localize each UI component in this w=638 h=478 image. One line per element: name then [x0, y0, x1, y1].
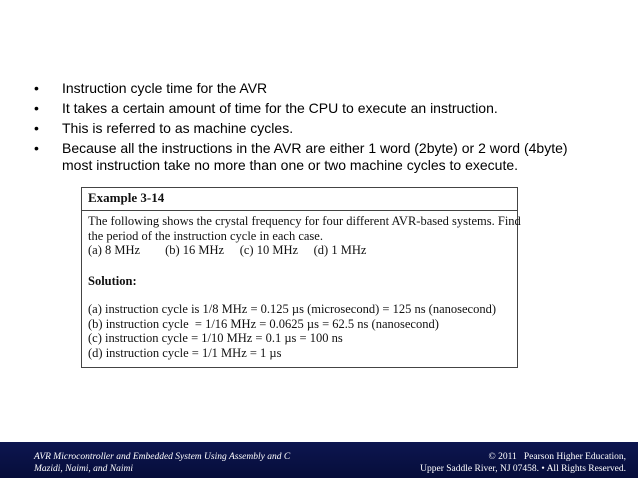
bullet-item	[34, 100, 594, 117]
bullet-item	[34, 120, 594, 137]
example-prompt-line: The following shows the crystal frequency for four different AVR-based systems. Find	[88, 214, 521, 228]
bullet-symbol: •	[34, 80, 39, 96]
bullet-list	[34, 80, 594, 177]
solution-line: (b) instruction cycle = 1/16 MHz = 0.0625 µs = 62.5 ns (nanosecond)	[88, 316, 439, 331]
solution-line: (c) instruction cycle = 1/10 MHz = 0.1 µs = 100 ns	[88, 331, 343, 345]
footer-credit	[34, 451, 290, 475]
bullet-text: Instruction cycle time for the AVR	[62, 80, 268, 96]
footer-copyright-line: © 2011 Pearson Higher Education,	[488, 452, 626, 462]
footer-authors: Mazidi, Naimi, and Naimi	[34, 464, 133, 474]
bullet-symbol: •	[34, 120, 39, 136]
spacer	[88, 258, 511, 272]
bullet-item	[34, 140, 594, 174]
footer-address-line: Upper Saddle River, NJ 07458. • All Rights Reserved.	[420, 464, 626, 474]
example-box	[81, 187, 521, 368]
footer-book-title: AVR Microcontroller and Embedded System Using Assembly and C	[34, 452, 291, 462]
footer-copyright	[420, 451, 626, 475]
bullet-item	[34, 80, 594, 97]
solution-line: (a) instruction cycle is 1/8 MHz = 0.125 µs (microsecond) = 125 ns (nanosecond)	[88, 302, 497, 316]
bullet-text: Because all the instructions in the AVR are either 1 word (2byte) or 2 word (4byte) most instruction take no more than one or two machine cycles to execute.	[62, 140, 568, 173]
example-options: (a) 8 MHz (b) 16 MHz (c) 10 MHz (d) 1 MHz	[88, 243, 367, 257]
bullet-text: It takes a certain amount of time for the CPU to execute an instruction.	[62, 100, 498, 116]
bullet-symbol: •	[34, 100, 39, 116]
bullet-text: This is referred to as machine cycles.	[62, 120, 294, 136]
example-body	[82, 211, 521, 360]
footer-bar	[0, 442, 638, 478]
example-title: Example 3-14	[82, 188, 517, 211]
example-prompt-line: the period of the instruction cycle in each case.	[88, 228, 323, 243]
solution-line: (d) instruction cycle = 1/1 MHz = 1 µs	[88, 345, 282, 360]
bullet-symbol: •	[34, 140, 39, 156]
spacer	[88, 288, 511, 302]
solution-label: Solution:	[88, 273, 137, 288]
